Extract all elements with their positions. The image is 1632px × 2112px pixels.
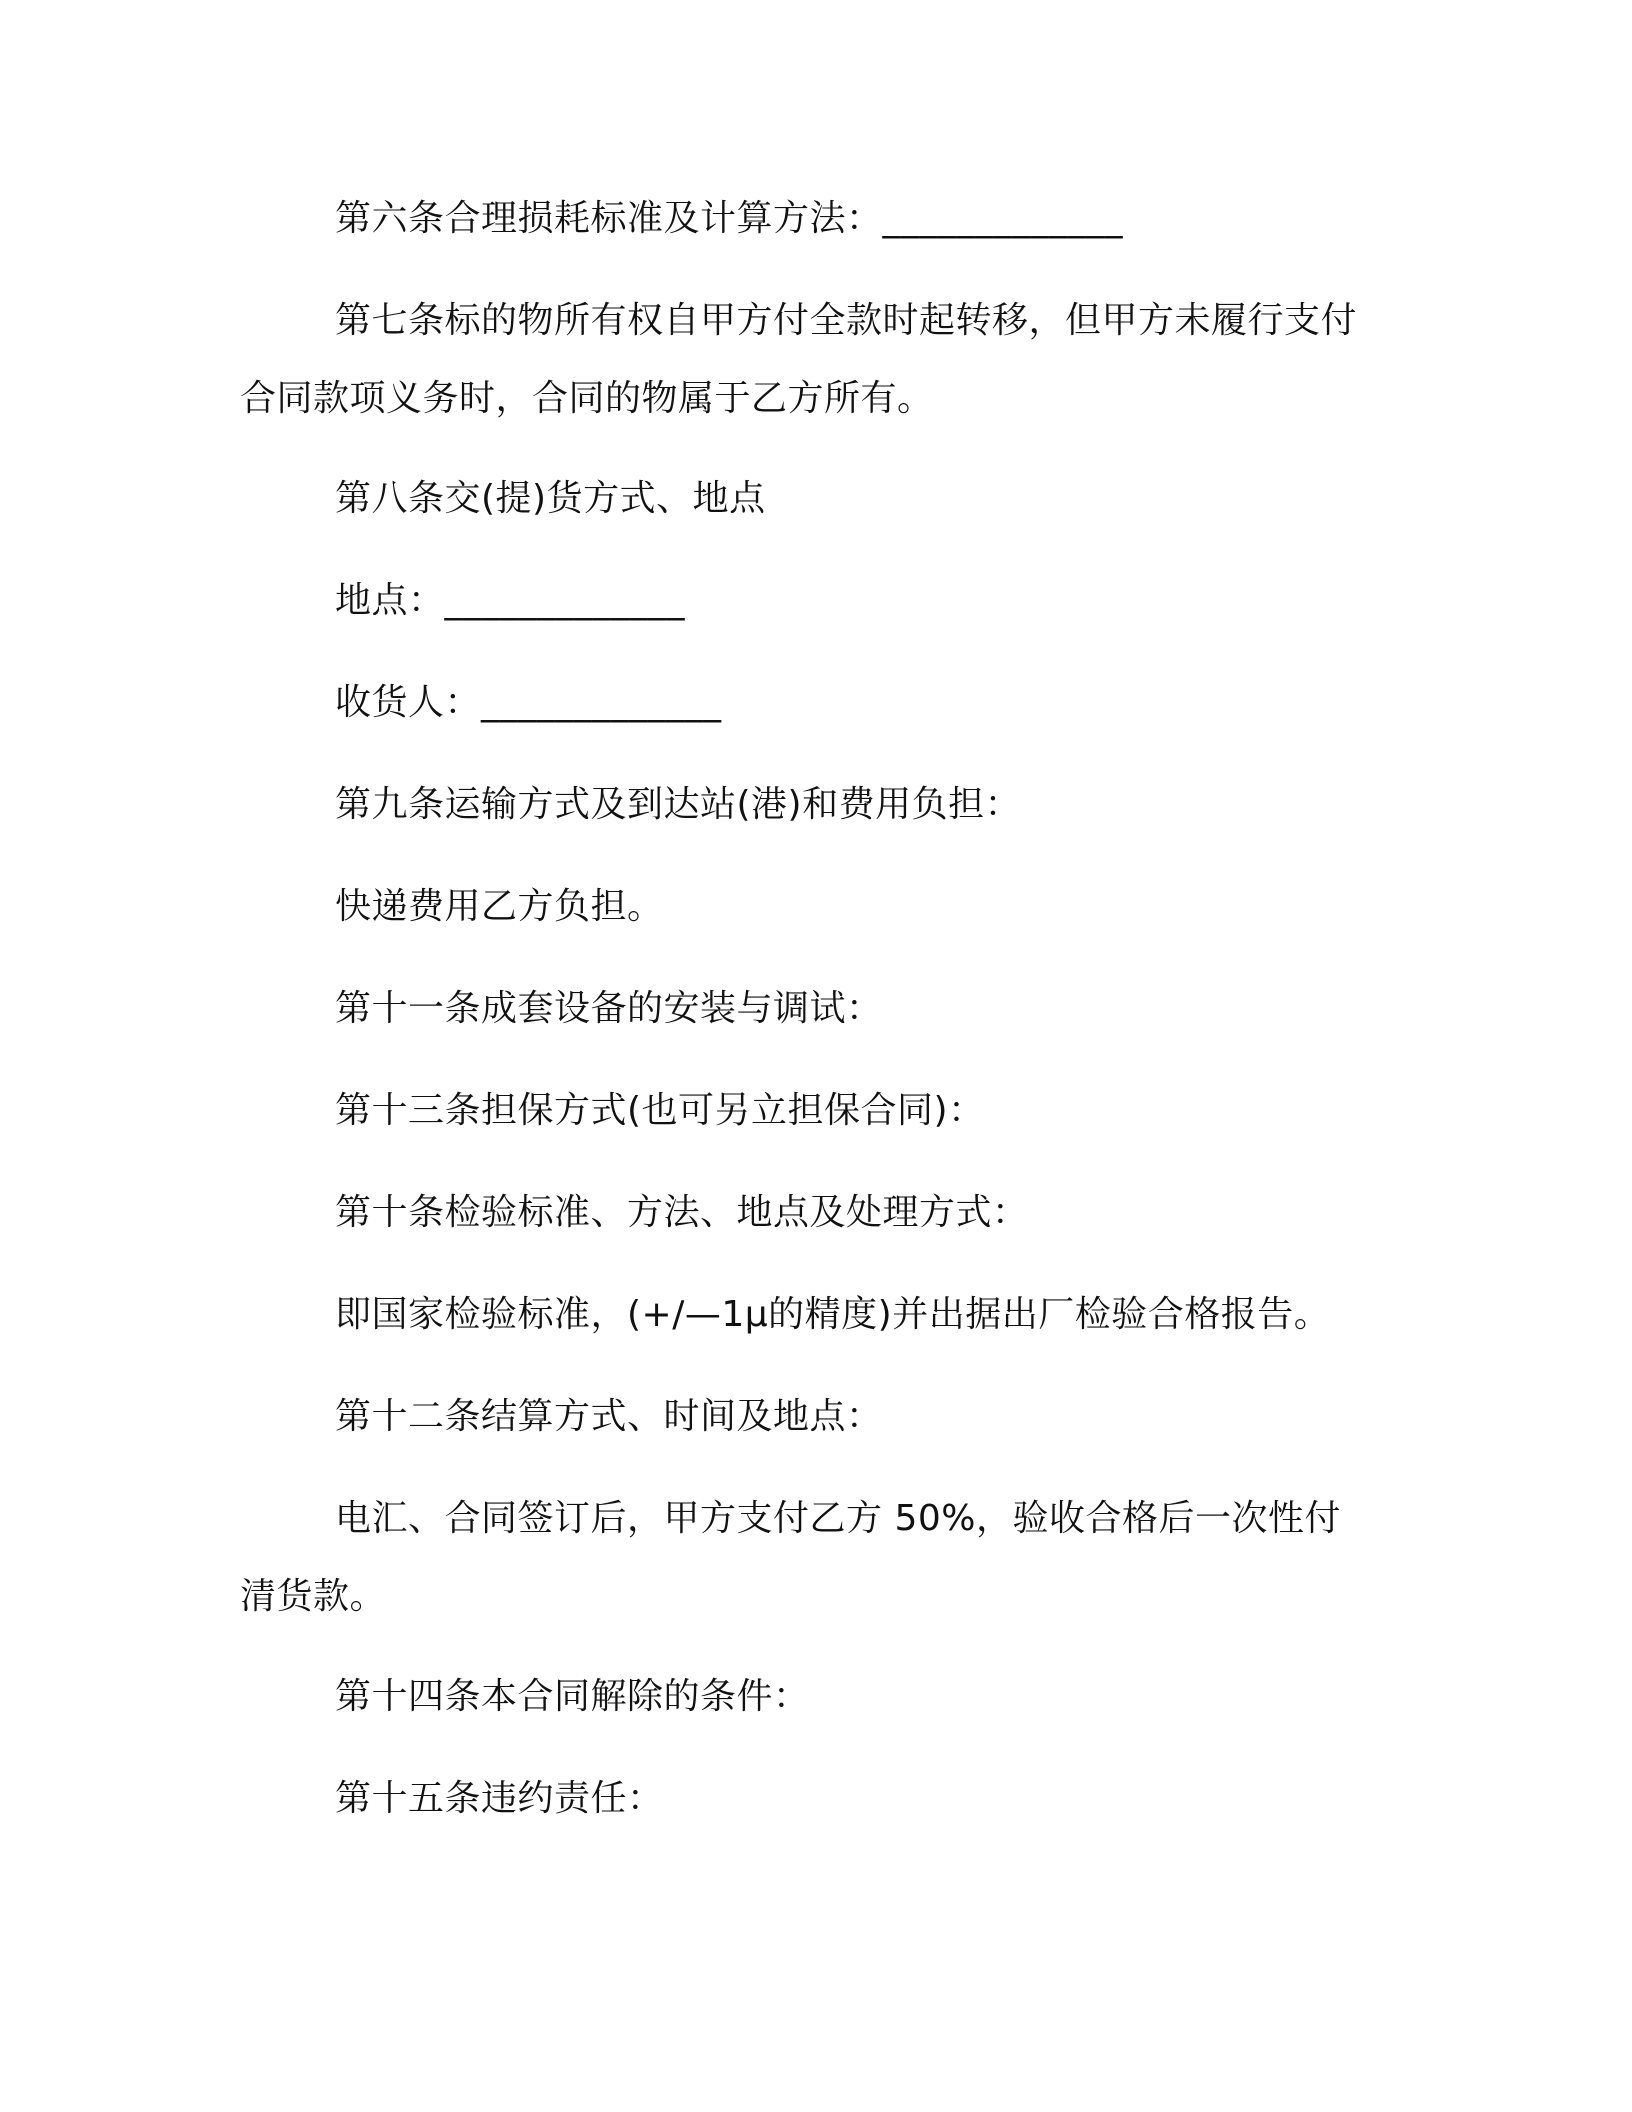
clause-8	[240, 460, 1390, 538]
clause-6-line: 第六条合理损耗标准及计算方法：_____________	[335, 198, 1124, 239]
consignee	[240, 664, 1390, 742]
delivery-location	[240, 562, 1390, 640]
clause-15-line: 第十五条违约责任：	[335, 1778, 664, 1819]
clause-9-line: 第九条运输方式及到达站(港)和费用负担：	[335, 784, 1022, 825]
clause-7-line-2: 合同款项义务时，合同的物属于乙方所有。	[240, 378, 934, 419]
inspection-standard	[240, 1276, 1390, 1354]
clause-11-line: 第十一条成套设备的安装与调试：	[335, 988, 883, 1029]
clause-6	[240, 180, 1390, 258]
clause-10	[240, 1174, 1390, 1252]
clause-10-line: 第十条检验标准、方法、地点及处理方式：	[335, 1192, 1029, 1233]
payment-terms-line-2: 清货款。	[240, 1576, 387, 1617]
clause-12-line: 第十二条结算方式、时间及地点：	[335, 1396, 883, 1437]
inspection-standard-line: 即国家检验标准，(+/—1μ的精度)并出据出厂检验合格报告。	[335, 1294, 1331, 1335]
express-fee-line: 快递费用乙方负担。	[335, 886, 664, 927]
consignee-line: 收货人：_____________	[335, 682, 722, 723]
clause-13-line: 第十三条担保方式(也可另立担保合同)：	[335, 1090, 985, 1131]
clause-13	[240, 1072, 1390, 1150]
clause-15	[240, 1760, 1390, 1838]
clause-9	[240, 766, 1390, 844]
clause-14	[240, 1658, 1390, 1736]
payment-terms	[240, 1480, 1390, 1636]
clause-7	[240, 282, 1390, 438]
clause-11	[240, 970, 1390, 1048]
clause-14-line: 第十四条本合同解除的条件：	[335, 1676, 810, 1717]
clause-8-line: 第八条交(提)货方式、地点	[335, 478, 766, 519]
payment-terms-line-1: 电汇、合同签订后，甲方支付乙方 50%，验收合格后一次性付	[335, 1498, 1341, 1539]
clause-12	[240, 1378, 1390, 1456]
express-fee	[240, 868, 1390, 946]
delivery-location-line: 地点：_____________	[335, 580, 686, 621]
clause-7-line-1: 第七条标的物所有权自甲方付全款时起转移，但甲方未履行支付	[335, 300, 1358, 341]
